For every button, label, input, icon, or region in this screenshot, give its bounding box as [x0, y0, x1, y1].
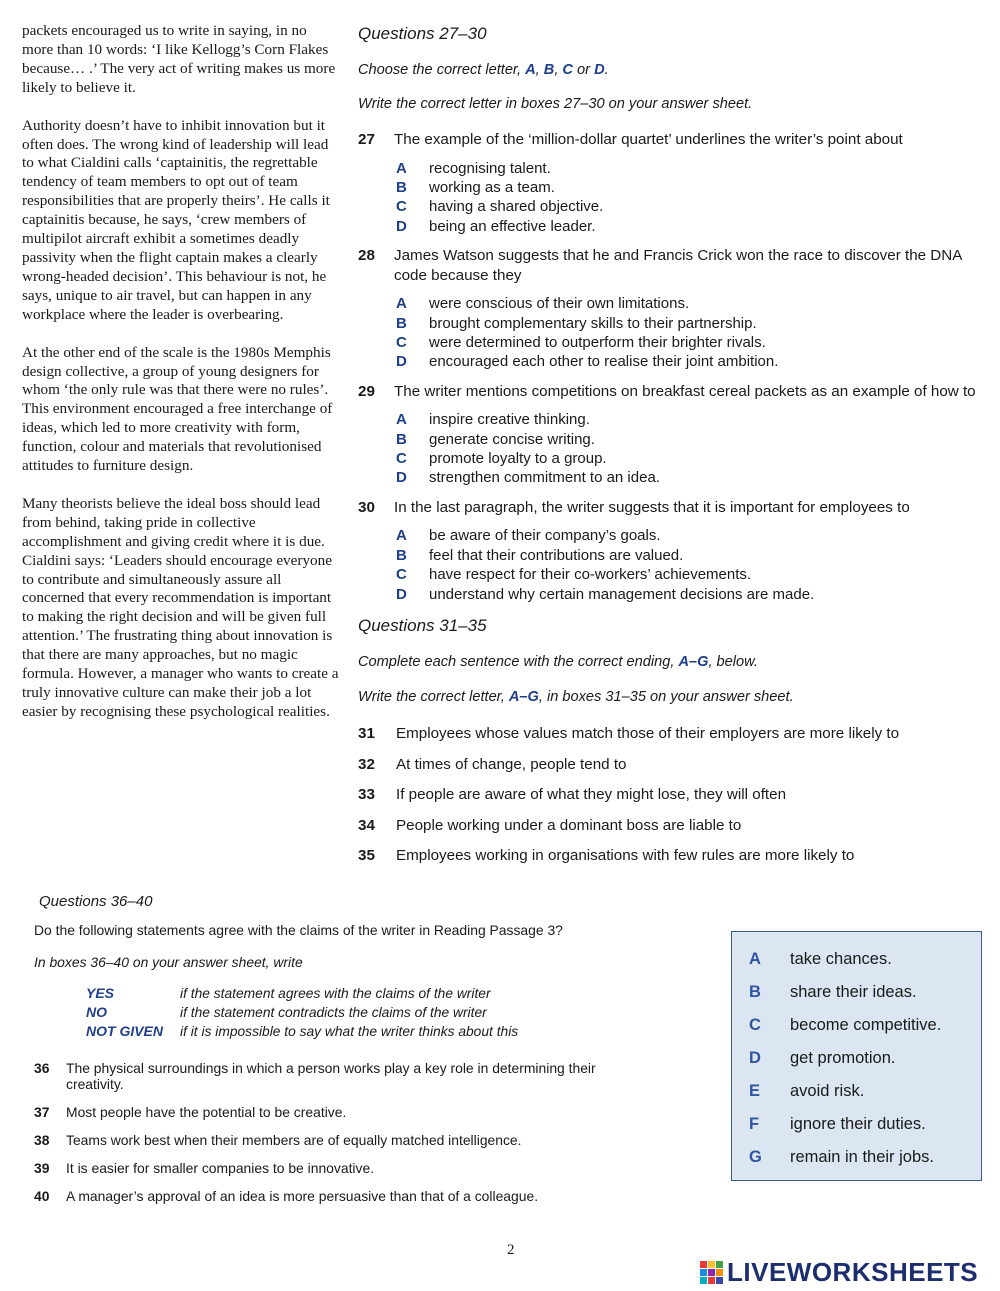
- ending-text: share their ideas.: [790, 983, 917, 1001]
- liveworksheets-logo[interactable]: [700, 1257, 978, 1287]
- statement-38: [34, 1132, 674, 1148]
- ending-letter: F: [749, 1115, 760, 1133]
- questions-27-30-answer-instruction: Write the correct letter in boxes 27–30 on your answer sheet.: [358, 96, 753, 112]
- question-text: The example of the ‘million-dollar quartet’ underlines the writer’s point about: [394, 131, 903, 148]
- option-text: were determined to outperform their brighter rivals.: [429, 333, 766, 351]
- question-29-options: [396, 410, 978, 488]
- statement-number: 37: [34, 1104, 50, 1120]
- logo-square: [708, 1269, 715, 1276]
- ending-letter: D: [749, 1049, 761, 1067]
- option-text: recognising talent.: [429, 159, 551, 177]
- answer-key-no: [34, 1003, 674, 1022]
- answer-key-label: NOT GIVEN: [86, 1023, 164, 1039]
- option-text: be aware of their company’s goals.: [429, 527, 661, 545]
- question-30: [358, 498, 978, 518]
- question-text: People working under a dominant boss are liable to: [396, 816, 742, 834]
- answer-key-label: NO: [86, 1004, 107, 1020]
- option[interactable]: [396, 217, 978, 236]
- passage-paragraph: Authority doesn’t have to inhibit innovation but it often does. The wrong kind of leadership will lead to what Cialdini calls ‘captainitis, the regrettable tendency of team members to opt out of team responsibilities that are properly theirs’. He calls it captainitis because, he says, ‘crew members of multipilot aircraft exhibit a sometimes deadly passivity when the flight captain makes a clearly wrong-headed decision’. This behaviour is not, he says, unique to air travel, but can happen in any workplace where the leader is overbearing.: [22, 116, 330, 323]
- instruction-text: Complete each sentence with the correct ending,: [358, 654, 679, 670]
- option-letter: C: [396, 566, 407, 584]
- question-number: 35: [358, 847, 375, 864]
- logo-square: [700, 1277, 707, 1284]
- reading-passage: [22, 22, 340, 741]
- question-33: [358, 785, 978, 805]
- logo-square: [716, 1269, 723, 1276]
- answer-key-text: if it is impossible to say what the writer thinks about this: [180, 1024, 519, 1039]
- question-number: 34: [358, 816, 375, 834]
- question-text: James Watson suggests that he and Francis Crick won the race to discover the DNA code because they: [394, 247, 962, 284]
- option-text: were conscious of their own limitations.: [429, 295, 690, 313]
- answer-key-text: if the statement contradicts the claims of the writer: [180, 1005, 487, 1020]
- question-text: At times of change, people tend to: [396, 755, 627, 773]
- question-number: 30: [358, 498, 375, 516]
- passage-paragraph: Many theorists believe the ideal boss should lead from behind, taking pride in collective accomplishment and giving credit where it is due. Cialdini says: ‘Leaders should encourage everyone to contribute and simultaneously assure all concerned that every recommendation is important to making the right decision and will be given full attention.’ The frustrating thing about innovation is that there are many approaches, but no magic formula. However, a manager who wants to create a truly innovative culture can make their job a lot easier by recognising these psychological realities.: [22, 494, 339, 720]
- ending-letter: B: [749, 983, 761, 1001]
- option-text: brought complementary skills to their partnership.: [429, 314, 757, 332]
- option-letter: D: [396, 217, 407, 235]
- option[interactable]: [396, 585, 978, 604]
- statement-number: 36: [34, 1060, 50, 1076]
- option[interactable]: [396, 430, 978, 449]
- option-letter: B: [396, 546, 407, 564]
- question-text: Employees whose values match those of their employers are more likely to: [396, 725, 900, 742]
- logo-square: [708, 1261, 715, 1268]
- instruction-letter: D: [594, 62, 605, 78]
- ending-letter: A: [749, 950, 761, 968]
- option[interactable]: [396, 565, 978, 584]
- option[interactable]: [396, 449, 978, 468]
- statement-number: 38: [34, 1132, 50, 1148]
- option-letter: C: [396, 333, 407, 351]
- questions-36-40-instruction: Do the following statements agree with the claims of the writer in Reading Passage 3?: [34, 922, 563, 938]
- option-letter: A: [396, 159, 407, 177]
- questions-31-35-instruction: [358, 654, 978, 670]
- questions-31-35-heading: Questions 31–35: [358, 616, 487, 635]
- option-text: promote loyalty to a group.: [429, 450, 607, 468]
- option-text: strengthen commitment to an idea.: [429, 469, 660, 487]
- answer-key-text: if the statement agrees with the claims of the writer: [180, 986, 491, 1001]
- logo-square: [716, 1277, 723, 1284]
- option-letter: B: [396, 430, 407, 448]
- instruction-letter: C: [562, 62, 573, 78]
- logo-square: [716, 1261, 723, 1268]
- option-letter: A: [396, 295, 407, 313]
- question-27-options: [396, 159, 978, 237]
- option-letter: B: [396, 178, 407, 196]
- statement-40: [34, 1188, 674, 1204]
- question-number: 32: [358, 755, 375, 773]
- ending-letter: E: [749, 1082, 761, 1100]
- ending-letter: G: [749, 1148, 762, 1166]
- logo-grid-icon: [700, 1261, 723, 1284]
- question-text: Employees working in organisations with few rules are more likely to: [396, 847, 855, 864]
- question-number: 28: [358, 247, 375, 265]
- instruction-text: .: [604, 62, 609, 78]
- statement-37: [34, 1104, 674, 1120]
- logo-text: LIVEWORKSHEETS: [727, 1256, 979, 1287]
- questions-36-40-answer-instruction: In boxes 36–40 on your answer sheet, write: [34, 954, 303, 970]
- option[interactable]: [396, 314, 978, 333]
- question-27: [358, 130, 978, 150]
- statement-text: Teams work best when their members are of equally matched intelligence.: [66, 1132, 522, 1148]
- option-text: having a shared objective.: [429, 198, 604, 216]
- statement-36: [34, 1060, 626, 1092]
- statement-text: The physical surroundings in which a person works play a key role in determining their creativity.: [66, 1060, 596, 1092]
- instruction-letter-range: A–G: [508, 689, 539, 705]
- ending-text: become competitive.: [790, 1016, 942, 1034]
- option-text: working as a team.: [429, 178, 555, 196]
- question-28-options: [396, 294, 978, 372]
- question-text: The writer mentions competitions on breakfast cereal packets as an example of how to: [394, 382, 976, 400]
- option[interactable]: [396, 294, 978, 313]
- option[interactable]: [396, 526, 978, 545]
- option[interactable]: [396, 546, 978, 565]
- passage-paragraph: packets encouraged us to write in saying, in no more than 10 words: ‘I like Kellogg’s Corn Flakes because… .’ The very act of writing makes us more likely to believe it.: [22, 22, 336, 96]
- question-number: 27: [358, 131, 375, 148]
- questions-column: [358, 24, 978, 866]
- ending-text: avoid risk.: [790, 1082, 865, 1100]
- ending-letter: C: [749, 1016, 761, 1034]
- questions-36-40-heading: Questions 36–40: [39, 893, 153, 910]
- instruction-text: , below.: [708, 654, 758, 670]
- ending-text: remain in their jobs.: [790, 1148, 934, 1166]
- answer-key-yes: [34, 984, 674, 1003]
- question-number: 31: [358, 725, 375, 742]
- question-30-options: [396, 526, 978, 604]
- instruction-letter: B: [543, 62, 555, 78]
- option[interactable]: [396, 178, 978, 197]
- answer-key-not-given: [34, 1022, 674, 1041]
- option-letter: C: [396, 198, 407, 216]
- option[interactable]: [396, 410, 978, 429]
- question-number: 29: [358, 382, 375, 400]
- option[interactable]: [396, 333, 978, 352]
- option-letter: D: [396, 353, 407, 371]
- option-letter: A: [396, 527, 407, 545]
- logo-square: [700, 1269, 707, 1276]
- page-number: 2: [507, 1242, 515, 1258]
- instruction-text: Choose the correct letter,: [358, 62, 526, 78]
- option-letter: B: [396, 314, 407, 332]
- question-29: [358, 382, 978, 402]
- option-text: inspire creative thinking.: [429, 411, 590, 429]
- instruction-letter: A: [525, 62, 536, 78]
- option[interactable]: [396, 352, 978, 371]
- statement-text: Most people have the potential to be creative.: [66, 1104, 347, 1120]
- statement-text: A manager’s approval of an idea is more persuasive than that of a colleague.: [66, 1188, 539, 1204]
- ending-text: get promotion.: [790, 1049, 896, 1067]
- option-letter: D: [396, 469, 407, 487]
- instruction-text: Write the correct letter,: [358, 689, 509, 705]
- question-31: [358, 724, 978, 744]
- questions-27-30-instruction: [358, 62, 978, 78]
- passage-paragraph: At the other end of the scale is the 1980s Memphis design collective, a group of young designers for whom ‘the only rule was that there were no rules’. This environment encouraged a free interchange of ideas, which led to more creativity with form, function, colour and materials that revolutionised attitudes to furniture design.: [22, 343, 333, 475]
- option-letter: C: [396, 450, 407, 468]
- question-32: [358, 755, 978, 775]
- answer-key-label: YES: [86, 985, 115, 1001]
- option-letter: A: [396, 411, 407, 429]
- instruction-letter-range: A–G: [678, 654, 709, 670]
- questions-31-35-answer-instruction: [358, 689, 978, 705]
- question-text: If people are aware of what they might lose, they will often: [396, 786, 787, 803]
- question-number: 33: [358, 786, 375, 803]
- option[interactable]: [396, 197, 978, 216]
- question-28: [358, 246, 978, 285]
- option-letter: D: [396, 585, 407, 603]
- instruction-text: or: [572, 62, 595, 78]
- question-35: [358, 846, 978, 866]
- option-text: understand why certain management decisions are made.: [429, 585, 815, 603]
- instruction-text: ,: [535, 62, 544, 78]
- instruction-text: ,: [554, 62, 563, 78]
- option-text: feel that their contributions are valued.: [429, 546, 684, 564]
- statement-text: It is easier for smaller companies to be innovative.: [66, 1160, 375, 1176]
- question-text: In the last paragraph, the writer suggests that it is important for employees to: [394, 498, 910, 516]
- option-text: have respect for their co-workers’ achievements.: [429, 566, 752, 584]
- option[interactable]: [396, 159, 978, 178]
- statement-39: [34, 1160, 674, 1176]
- questions-27-30-heading: Questions 27–30: [358, 24, 487, 43]
- ending-text: take chances.: [790, 950, 892, 968]
- statement-number: 40: [34, 1188, 50, 1204]
- option-text: being an effective leader.: [429, 217, 596, 235]
- answer-key-list: [34, 984, 674, 1041]
- question-34: [358, 816, 978, 836]
- option-text: generate concise writing.: [429, 430, 595, 448]
- option-text: encouraged each other to realise their joint ambition.: [429, 353, 779, 371]
- instruction-text: , in boxes 31–35 on your answer sheet.: [538, 689, 794, 705]
- logo-square: [708, 1277, 715, 1284]
- questions-36-40: [34, 893, 674, 1204]
- ending-text: ignore their duties.: [790, 1115, 926, 1133]
- sentence-endings-box: [731, 931, 982, 1181]
- statement-number: 39: [34, 1160, 50, 1176]
- option[interactable]: [396, 468, 978, 487]
- logo-square: [700, 1261, 707, 1268]
